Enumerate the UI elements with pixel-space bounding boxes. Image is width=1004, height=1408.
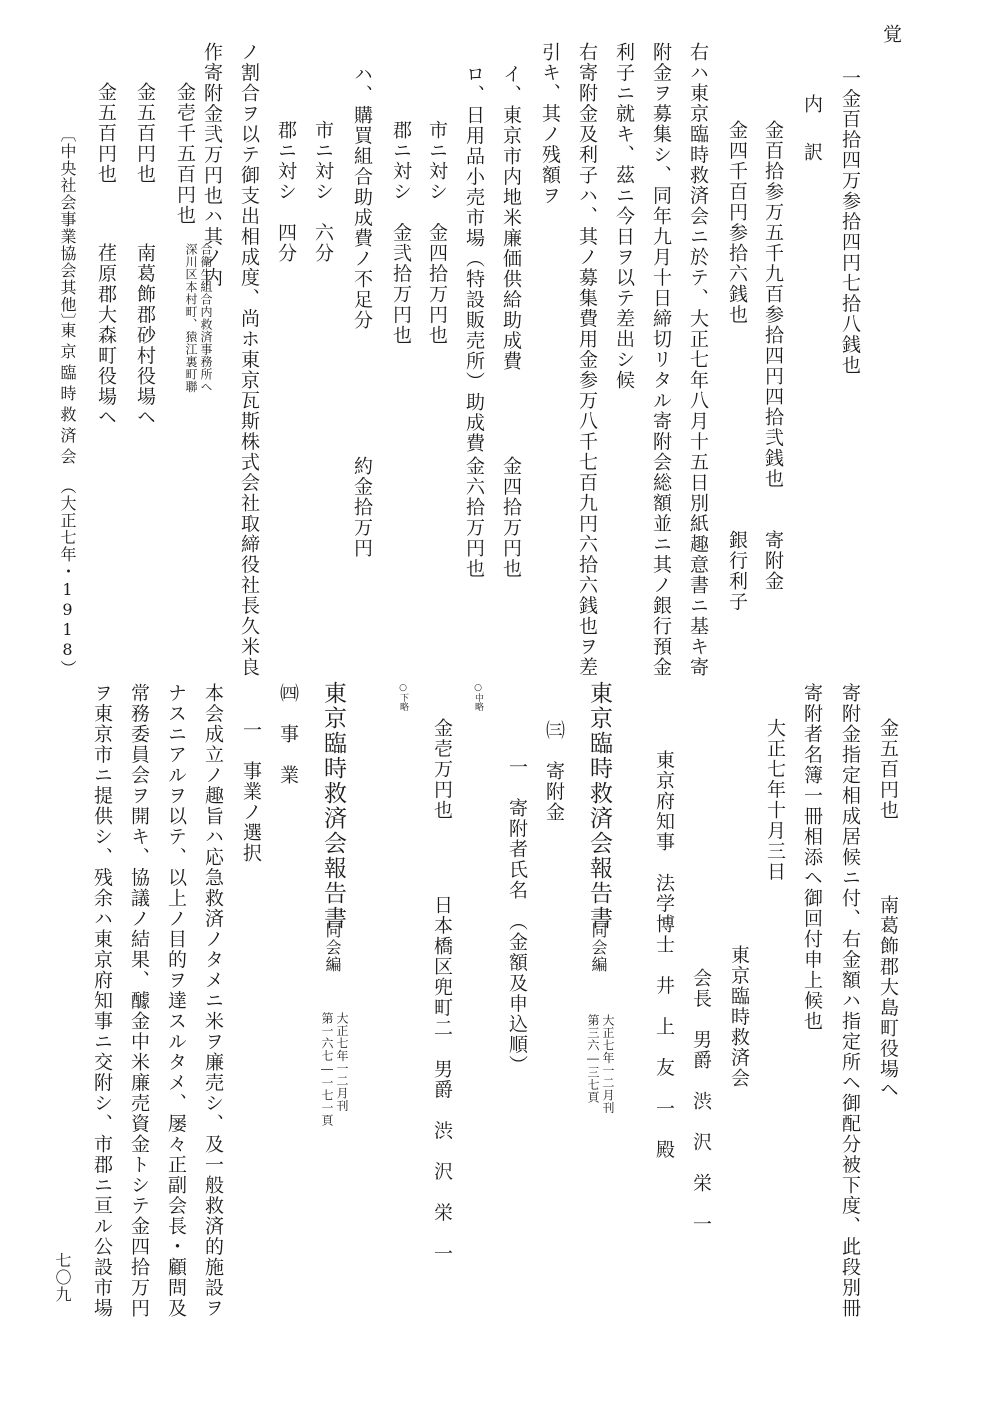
line-item-ro: ロ、日用品小売市場（特設販売所）助成費 [463, 64, 485, 454]
line-b-omission-1: ○中略 [473, 683, 483, 711]
line-item-i: イ、東京市内地米廉価供給助成費 [500, 64, 522, 372]
line-city-share: 市ニ対シ 金四拾万円也 [426, 120, 448, 346]
page-number: 七〇九 [53, 1252, 72, 1303]
section-pages-2: 第一六七―一七一頁 [320, 1012, 334, 1127]
line-gift-3-dest: 荏原郡大森町役場ヘ [95, 243, 117, 428]
line-b-donor-shibusawa: 日本橋区兜町二 男爵 渋 沢 栄 一 [431, 895, 453, 1264]
line-gift-1-amount: 金壱千五百円也 [174, 82, 196, 226]
line-b-omission-2: ○下略 [398, 683, 408, 711]
section-date-2: 大正七年一二月刊 [335, 1012, 349, 1112]
section-pages-1: 第三六―三七頁 [586, 1014, 600, 1104]
line-item-ha: ハ、購買組合助成費ノ不足分 [351, 64, 373, 331]
line-gift-1-dest-b: 合衛生組合内救済事務所ヘ [199, 243, 213, 393]
line-b-addressee: 東京府知事 法学博士 井 上 友 一 殿 [653, 750, 675, 1160]
line-b-body-5: 常務委員会ヲ開キ、協議ノ結果、醵金中米廉売資金トシテ金四拾万円 [128, 683, 150, 1319]
line-b-body-1: 寄附金指定相成居候ニ付、右金額ハ指定所ヘ御配分被下度、此段別冊 [839, 683, 861, 1319]
line-body-7: 作寄附金弐万円也ハ其ノ内 [201, 42, 223, 288]
line-gift-1-dest-a: 深川区本村町、猿江裏町聯 [184, 243, 198, 393]
line-city-ratio: 市ニ対シ 六分 [312, 120, 334, 264]
line-b-org: 東京臨時救済会 [728, 945, 750, 1089]
running-head-year: （大正七年・1918） [58, 478, 77, 677]
line-b-jigyo-selection: 一 事業ノ選択 [240, 720, 262, 864]
line-b-donor-list: 一 寄附者氏名 （金額及申込順） [506, 757, 528, 1076]
line-body-2: 附金ヲ募集シ、同年九月十日締切リタル寄附会総額並ニ其ノ銀行預金 [650, 42, 672, 678]
line-gift-3-amount: 金五百円也 [95, 82, 117, 185]
section-title-report-2: 東京臨時救済会報告書 [320, 681, 346, 931]
line-donation-amount: 金百拾参万五千九百参拾四円四拾弐銭也 寄附金 [762, 120, 784, 592]
line-body-4: 右寄附金及利子ハ、其ノ募集費用金参万八千七百九円六拾六銭也ヲ差 [576, 42, 598, 678]
line-body-3: 利子ニ就キ、茲ニ今日ヲ以テ差出シ候 [613, 42, 635, 391]
running-head-title: 東京臨時救済会 [58, 322, 77, 469]
line-b-president: 会長 男爵 渋 沢 栄 一 [690, 968, 712, 1235]
line-body-5: 引キ、其ノ残額ヲ [539, 42, 561, 206]
section-date-1: 大正七年一二月刊 [601, 1014, 615, 1114]
line-total-amount: 一金百拾四万参拾四円七拾八銭也 [839, 68, 861, 376]
line-b-date: 大正七年十月三日 [764, 718, 786, 882]
section-editor-1: 同会編 [589, 922, 608, 973]
section-title-report-1: 東京臨時救済会報告書 [586, 681, 612, 931]
line-b-jigyo-heading: ㈣ 事 業 [277, 683, 299, 786]
running-head-source: 〔中央社会事業協会其他〕 [58, 126, 77, 330]
line-item-ro-amount: 金六拾万円也 [463, 456, 485, 579]
line-b-body-3: 本会成立ノ趣旨ハ応急救済ノタメニ米ヲ廉売シ、及一般救済的施設ヲ [202, 683, 224, 1319]
line-b-gift-dest: 南葛飾郡大島町役場ヘ [877, 895, 899, 1100]
line-b-amount-10000: 金壱万円也 [431, 718, 453, 821]
line-gift-2-amount: 金五百円也 [134, 82, 156, 185]
line-body-6: ノ割合ヲ以テ御支出相成度、尚ホ東京瓦斯株式会社取締役社長久米良 [238, 42, 260, 678]
line-gift-2-dest: 南葛飾郡砂村役場ヘ [134, 243, 156, 428]
line-b-body-6: ヲ東京市ニ提供シ、残余ハ東京府知事ニ交附シ、市郡ニ亘ル公設市場 [91, 683, 113, 1319]
line-uchiwake: 内 訳 [801, 94, 823, 166]
line-item-i-amount: 金四拾万円也 [500, 456, 522, 579]
line-item-ha-amount: 約金拾万円 [351, 456, 373, 559]
line-county-ratio: 郡ニ対シ 四分 [275, 120, 297, 264]
line-b-body-2: 寄附者名簿一冊相添ヘ御回付申上候也 [801, 683, 823, 1032]
line-body-1: 右ハ東京臨時救済会ニ於テ、大正七年八月十五日別紙趣意書ニ基キ寄 [687, 42, 709, 678]
line-b-body-4: ナスニアルヲ以テ、以上ノ目的ヲ達スルタメ、屡々正副会長・顧問及 [165, 683, 187, 1319]
section-editor-2: 同会編 [323, 922, 342, 973]
line-b-gift-amount: 金五百円也 [877, 718, 899, 821]
line-oboe: 覚 [880, 24, 902, 45]
line-interest-amount: 金四千百円参拾六銭也 銀行利子 [726, 120, 748, 612]
line-b-kifukin-heading: ㈢ 寄附金 [543, 720, 565, 823]
line-county-share: 郡ニ対シ 金弐拾万円也 [390, 120, 412, 346]
